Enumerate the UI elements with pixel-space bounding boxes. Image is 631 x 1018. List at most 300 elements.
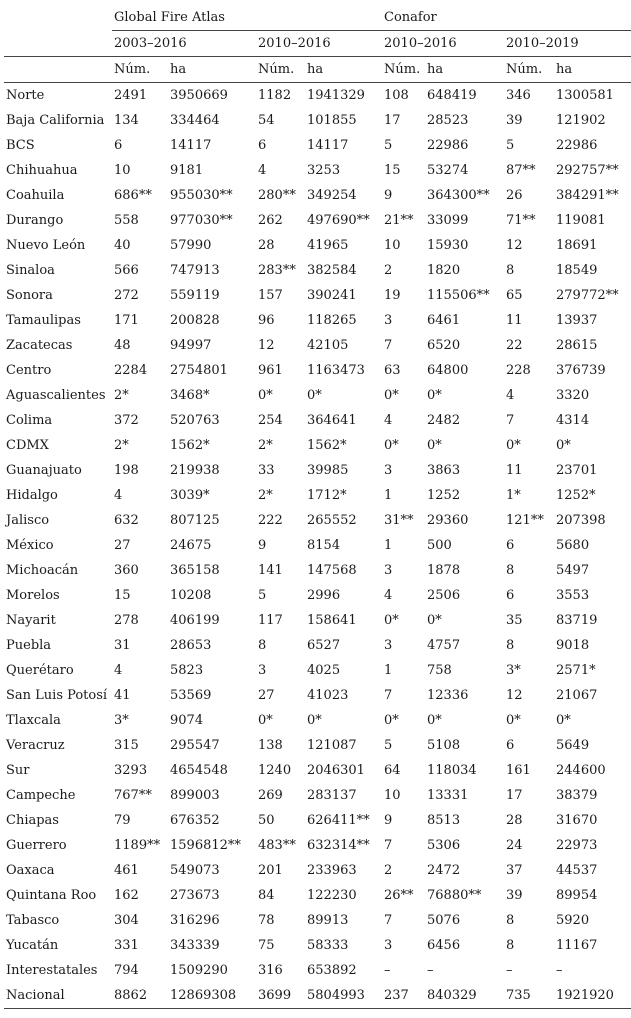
value-cell: 6: [114, 138, 123, 153]
value-cell: 89913: [307, 913, 349, 928]
value-cell: 41: [114, 688, 131, 703]
value-cell: 9: [384, 813, 393, 828]
value-cell: 29360: [427, 513, 469, 528]
value-cell: 1712*: [307, 488, 347, 503]
value-cell: 1300581: [556, 88, 614, 103]
value-cell: 5920: [556, 913, 590, 928]
value-cell: 4: [384, 413, 393, 428]
value-cell: 22986: [556, 138, 598, 153]
value-cell: 87**: [506, 163, 536, 178]
table-row: [4, 758, 631, 783]
table-row: [4, 108, 631, 133]
value-cell: 23701: [556, 463, 598, 478]
value-cell: 1: [384, 538, 393, 553]
region-name-cell: Chihuahua: [6, 163, 78, 178]
table-row: [4, 183, 631, 208]
fire-statistics-table: [4, 5, 631, 1009]
value-cell: 162: [114, 888, 139, 903]
value-cell: 101855: [307, 113, 357, 128]
value-cell: 12: [506, 688, 523, 703]
value-cell: 78: [258, 913, 275, 928]
region-name-cell: Tabasco: [6, 913, 60, 928]
value-cell: 201: [258, 863, 283, 878]
value-cell: 269: [258, 788, 283, 803]
table-row: [4, 408, 631, 433]
value-cell: 648419: [427, 88, 477, 103]
region-name-cell: Jalisco: [6, 513, 50, 528]
value-cell: 117: [258, 613, 283, 628]
value-cell: 2*: [258, 438, 273, 453]
value-cell: 3*: [114, 713, 129, 728]
value-cell: 134: [114, 113, 139, 128]
subcol-header: ha: [305, 57, 382, 83]
value-cell: 2491: [114, 88, 148, 103]
value-cell: 272: [114, 288, 139, 303]
value-cell: 9181: [170, 163, 204, 178]
value-cell: 7: [506, 413, 515, 428]
value-cell: –: [556, 963, 563, 978]
value-cell: 283137: [307, 788, 357, 803]
value-cell: 53274: [427, 163, 469, 178]
value-cell: 1: [384, 488, 393, 503]
value-cell: 39: [506, 113, 523, 128]
value-cell: 1: [384, 663, 393, 678]
value-cell: 961: [258, 363, 283, 378]
value-cell: 3: [384, 563, 393, 578]
value-cell: 2*: [258, 488, 273, 503]
value-cell: 141: [258, 563, 283, 578]
value-cell: 11167: [556, 938, 598, 953]
value-cell: 1163473: [307, 363, 365, 378]
table-row: [4, 83, 631, 109]
table-row: [4, 683, 631, 708]
region-name-cell: Yucatán: [6, 938, 59, 953]
value-cell: 13331: [427, 788, 469, 803]
table-row: [4, 733, 631, 758]
value-cell: 157: [258, 288, 283, 303]
value-cell: 64800: [427, 363, 469, 378]
region-name-cell: Michoacán: [6, 563, 79, 578]
value-cell: 28615: [556, 338, 598, 353]
value-cell: 2754801: [170, 363, 228, 378]
value-cell: 0*: [506, 438, 521, 453]
value-cell: 331: [114, 938, 139, 953]
region-name-cell: Baja California: [6, 113, 105, 128]
value-cell: 108: [384, 88, 409, 103]
region-name-cell: Querétaro: [6, 663, 74, 678]
period-header: 2003–2016: [112, 31, 256, 57]
value-cell: 83719: [556, 613, 598, 628]
table-row: [4, 208, 631, 233]
value-cell: 304: [114, 913, 139, 928]
value-cell: 5: [384, 138, 393, 153]
value-cell: 118265: [307, 313, 357, 328]
value-cell: 24: [506, 838, 523, 853]
value-cell: 33: [258, 463, 275, 478]
value-cell: 0*: [307, 713, 322, 728]
value-cell: 5823: [170, 663, 204, 678]
value-cell: 4: [258, 163, 267, 178]
region-name-cell: Aguascalientes: [6, 388, 106, 403]
group-header: Conafor: [382, 5, 631, 31]
value-cell: 4: [114, 663, 123, 678]
value-cell: 807125: [170, 513, 220, 528]
value-cell: 3: [384, 463, 393, 478]
subcol-header: Núm.: [504, 57, 554, 83]
table-row: [4, 258, 631, 283]
value-cell: 31670: [556, 813, 598, 828]
value-cell: 41965: [307, 238, 349, 253]
value-cell: 1252: [427, 488, 461, 503]
table-row: [4, 508, 631, 533]
value-cell: 119081: [556, 213, 606, 228]
period-header: 2010–2019: [504, 31, 631, 57]
region-name-cell: Tlaxcala: [6, 713, 61, 728]
period-header: 2010–2016: [256, 31, 382, 57]
value-cell: 3293: [114, 763, 148, 778]
value-cell: 626411**: [307, 813, 370, 828]
region-name-cell: Centro: [6, 363, 52, 378]
value-cell: 18549: [556, 263, 598, 278]
subcol-header: Núm.: [256, 57, 305, 83]
value-cell: 2046301: [307, 763, 365, 778]
table-row: [4, 633, 631, 658]
value-cell: 207398: [556, 513, 606, 528]
value-cell: 3553: [556, 588, 590, 603]
value-cell: 10: [384, 238, 401, 253]
value-cell: 65: [506, 288, 523, 303]
value-cell: 0*: [307, 388, 322, 403]
region-name-cell: Nuevo León: [6, 238, 86, 253]
value-cell: 6520: [427, 338, 461, 353]
value-cell: 497690**: [307, 213, 370, 228]
value-cell: 10208: [170, 588, 212, 603]
header-row-subcols: [4, 57, 631, 83]
value-cell: 54: [258, 113, 275, 128]
value-cell: 33099: [427, 213, 469, 228]
value-cell: 1596812**: [170, 838, 241, 853]
value-cell: 26: [506, 188, 523, 203]
value-cell: 4314: [556, 413, 590, 428]
value-cell: 40: [114, 238, 131, 253]
region-name-cell: Tamaulipas: [6, 313, 81, 328]
value-cell: 28: [506, 813, 523, 828]
value-cell: 244600: [556, 763, 606, 778]
region-name-cell: Nayarit: [6, 613, 56, 628]
value-cell: 228: [506, 363, 531, 378]
value-cell: 3039*: [170, 488, 210, 503]
table-row: [4, 333, 631, 358]
region-name-cell: Nacional: [4, 983, 112, 1009]
value-cell: 6: [506, 738, 515, 753]
value-cell: 2284: [114, 363, 148, 378]
region-name-cell: Zacatecas: [6, 338, 73, 353]
value-cell: 138: [258, 738, 283, 753]
value-cell: 899003: [170, 788, 220, 803]
value-cell: 4025: [307, 663, 341, 678]
region-name-cell: Hidalgo: [6, 488, 58, 503]
value-cell: 292757**: [556, 163, 619, 178]
value-cell: 384291**: [556, 188, 619, 203]
value-cell: 115506**: [427, 288, 490, 303]
value-cell: 559119: [170, 288, 220, 303]
value-cell: 0*: [556, 713, 571, 728]
value-cell: 94997: [170, 338, 212, 353]
group-header: Global Fire Atlas: [112, 5, 382, 31]
value-cell: 3: [384, 638, 393, 653]
value-cell: 118034: [427, 763, 477, 778]
value-cell: 5076: [427, 913, 461, 928]
value-cell: 53569: [170, 688, 212, 703]
value-cell: 483**: [258, 838, 296, 853]
value-cell: 122230: [307, 888, 357, 903]
value-cell: 14117: [170, 138, 212, 153]
value-cell: 15: [384, 163, 401, 178]
value-cell: 2*: [114, 388, 129, 403]
value-cell: 75: [258, 938, 275, 953]
value-cell: 7: [384, 838, 393, 853]
value-cell: 8: [506, 638, 515, 653]
value-cell: 19: [384, 288, 401, 303]
value-cell: 0*: [384, 713, 399, 728]
value-cell: 2482: [427, 413, 461, 428]
value-cell: 5680: [556, 538, 590, 553]
value-cell: 558: [114, 213, 139, 228]
value-cell: 346: [506, 88, 531, 103]
value-cell: 27: [258, 688, 275, 703]
region-name-cell: Norte: [6, 88, 45, 103]
value-cell: 8862: [112, 983, 168, 1009]
value-cell: 31**: [384, 513, 414, 528]
value-cell: 1562*: [170, 438, 210, 453]
value-cell: 48: [114, 338, 131, 353]
value-cell: 5306: [427, 838, 461, 853]
value-cell: 89954: [556, 888, 598, 903]
value-cell: 4: [506, 388, 515, 403]
value-cell: 5649: [556, 738, 590, 753]
value-cell: 5804993: [305, 983, 382, 1009]
value-cell: 5: [258, 588, 267, 603]
value-cell: 8: [506, 913, 515, 928]
value-cell: 0*: [556, 438, 571, 453]
value-cell: 2: [384, 863, 393, 878]
region-name-cell: Guanajuato: [6, 463, 82, 478]
value-cell: 0*: [427, 438, 442, 453]
value-cell: 3*: [506, 663, 521, 678]
value-cell: 3: [258, 663, 267, 678]
value-cell: 686**: [114, 188, 152, 203]
value-cell: 632314**: [307, 838, 370, 853]
value-cell: 3863: [427, 463, 461, 478]
value-cell: –: [506, 963, 513, 978]
region-name-cell: Colima: [6, 413, 53, 428]
value-cell: 9074: [170, 713, 204, 728]
value-cell: 334464: [170, 113, 220, 128]
value-cell: 12: [506, 238, 523, 253]
value-cell: 22: [506, 338, 523, 353]
value-cell: 0*: [258, 713, 273, 728]
value-cell: 44537: [556, 863, 598, 878]
value-cell: 4654548: [170, 763, 228, 778]
region-name-cell: Puebla: [6, 638, 52, 653]
value-cell: 8154: [307, 538, 341, 553]
value-cell: 15: [114, 588, 131, 603]
value-cell: 233963: [307, 863, 357, 878]
value-cell: 237: [382, 983, 425, 1009]
value-cell: 1*: [506, 488, 521, 503]
table-row: [4, 833, 631, 858]
value-cell: 42105: [307, 338, 349, 353]
table-row: [4, 933, 631, 958]
value-cell: 7: [384, 688, 393, 703]
value-cell: 5: [506, 138, 515, 153]
value-cell: 794: [114, 963, 139, 978]
value-cell: 0*: [384, 613, 399, 628]
value-cell: 1941329: [307, 88, 365, 103]
region-name-cell: Sur: [6, 763, 30, 778]
subcol-header: ha: [168, 57, 256, 83]
value-cell: 279772**: [556, 288, 619, 303]
value-cell: 977030**: [170, 213, 233, 228]
value-cell: 198: [114, 463, 139, 478]
value-cell: 2571*: [556, 663, 596, 678]
value-cell: 58333: [307, 938, 349, 953]
value-cell: 1189**: [114, 838, 161, 853]
header-row-periods: [4, 31, 631, 57]
value-cell: 1240: [258, 763, 292, 778]
value-cell: 280**: [258, 188, 296, 203]
value-cell: 1182: [258, 88, 292, 103]
value-cell: 31: [114, 638, 131, 653]
value-cell: 71**: [506, 213, 536, 228]
region-name-cell: Morelos: [6, 588, 60, 603]
value-cell: 767**: [114, 788, 152, 803]
region-name-cell: BCS: [6, 138, 35, 153]
value-cell: 17: [384, 113, 401, 128]
value-cell: 6456: [427, 938, 461, 953]
value-cell: 0*: [427, 713, 442, 728]
value-cell: 3468*: [170, 388, 210, 403]
region-name-cell: Quintana Roo: [6, 888, 97, 903]
value-cell: –: [427, 963, 434, 978]
value-cell: 1562*: [307, 438, 347, 453]
value-cell: 10: [114, 163, 131, 178]
value-cell: 7: [384, 913, 393, 928]
value-cell: 161: [506, 763, 531, 778]
value-cell: 222: [258, 513, 283, 528]
value-cell: 12869308: [168, 983, 256, 1009]
table-row: [4, 233, 631, 258]
value-cell: 57990: [170, 238, 212, 253]
value-cell: 2472: [427, 863, 461, 878]
value-cell: 254: [258, 413, 283, 428]
value-cell: –: [384, 963, 391, 978]
value-cell: 38379: [556, 788, 598, 803]
region-name-cell: CDMX: [6, 438, 49, 453]
value-cell: 11: [506, 463, 523, 478]
value-cell: 372: [114, 413, 139, 428]
value-cell: 735: [504, 983, 554, 1009]
value-cell: 390241: [307, 288, 357, 303]
region-name-cell: Sinaloa: [6, 263, 55, 278]
table-row: [4, 583, 631, 608]
value-cell: 6461: [427, 313, 461, 328]
subcol-header: ha: [554, 57, 631, 83]
value-cell: 7: [384, 338, 393, 353]
region-name-cell: México: [6, 538, 54, 553]
value-cell: 461: [114, 863, 139, 878]
value-cell: 8: [258, 638, 267, 653]
value-cell: 3: [384, 313, 393, 328]
value-cell: 0*: [427, 388, 442, 403]
table-row: [4, 533, 631, 558]
value-cell: 8: [506, 938, 515, 953]
table-row: [4, 558, 631, 583]
value-cell: 365158: [170, 563, 220, 578]
value-cell: 147568: [307, 563, 357, 578]
value-cell: 0*: [384, 438, 399, 453]
value-cell: 21**: [384, 213, 414, 228]
value-cell: 96: [258, 313, 275, 328]
value-cell: 5108: [427, 738, 461, 753]
value-cell: 262: [258, 213, 283, 228]
value-cell: 8: [506, 563, 515, 578]
value-cell: 5: [384, 738, 393, 753]
table-row: [4, 608, 631, 633]
value-cell: 6: [506, 538, 515, 553]
region-name-cell: Interestatales: [6, 963, 98, 978]
region-name-cell: Coahuila: [6, 188, 65, 203]
value-cell: 28523: [427, 113, 469, 128]
table-row: [4, 358, 631, 383]
table-row: [4, 308, 631, 333]
value-cell: 35: [506, 613, 523, 628]
region-name-cell: Oaxaca: [6, 863, 55, 878]
value-cell: 3320: [556, 388, 590, 403]
value-cell: 2996: [307, 588, 341, 603]
value-cell: 10: [384, 788, 401, 803]
value-cell: 283**: [258, 263, 296, 278]
value-cell: 520763: [170, 413, 220, 428]
table-row: [4, 983, 631, 1009]
value-cell: 747913: [170, 263, 220, 278]
value-cell: 0*: [258, 388, 273, 403]
value-cell: 9: [258, 538, 267, 553]
value-cell: 13937: [556, 313, 598, 328]
value-cell: 632: [114, 513, 139, 528]
table-row: [4, 433, 631, 458]
value-cell: 676352: [170, 813, 220, 828]
table-row: [4, 783, 631, 808]
region-name-cell: Chiapas: [6, 813, 59, 828]
value-cell: 22973: [556, 838, 598, 853]
value-cell: 295547: [170, 738, 220, 753]
value-cell: 343339: [170, 938, 220, 953]
table-row: [4, 283, 631, 308]
value-cell: 6527: [307, 638, 341, 653]
value-cell: 376739: [556, 363, 606, 378]
value-cell: 12336: [427, 688, 469, 703]
value-cell: 9: [384, 188, 393, 203]
table-row: [4, 383, 631, 408]
value-cell: 24675: [170, 538, 212, 553]
value-cell: 315: [114, 738, 139, 753]
value-cell: 50: [258, 813, 275, 828]
value-cell: 79: [114, 813, 131, 828]
value-cell: 273673: [170, 888, 220, 903]
table-row: [4, 708, 631, 733]
value-cell: 76880**: [427, 888, 482, 903]
